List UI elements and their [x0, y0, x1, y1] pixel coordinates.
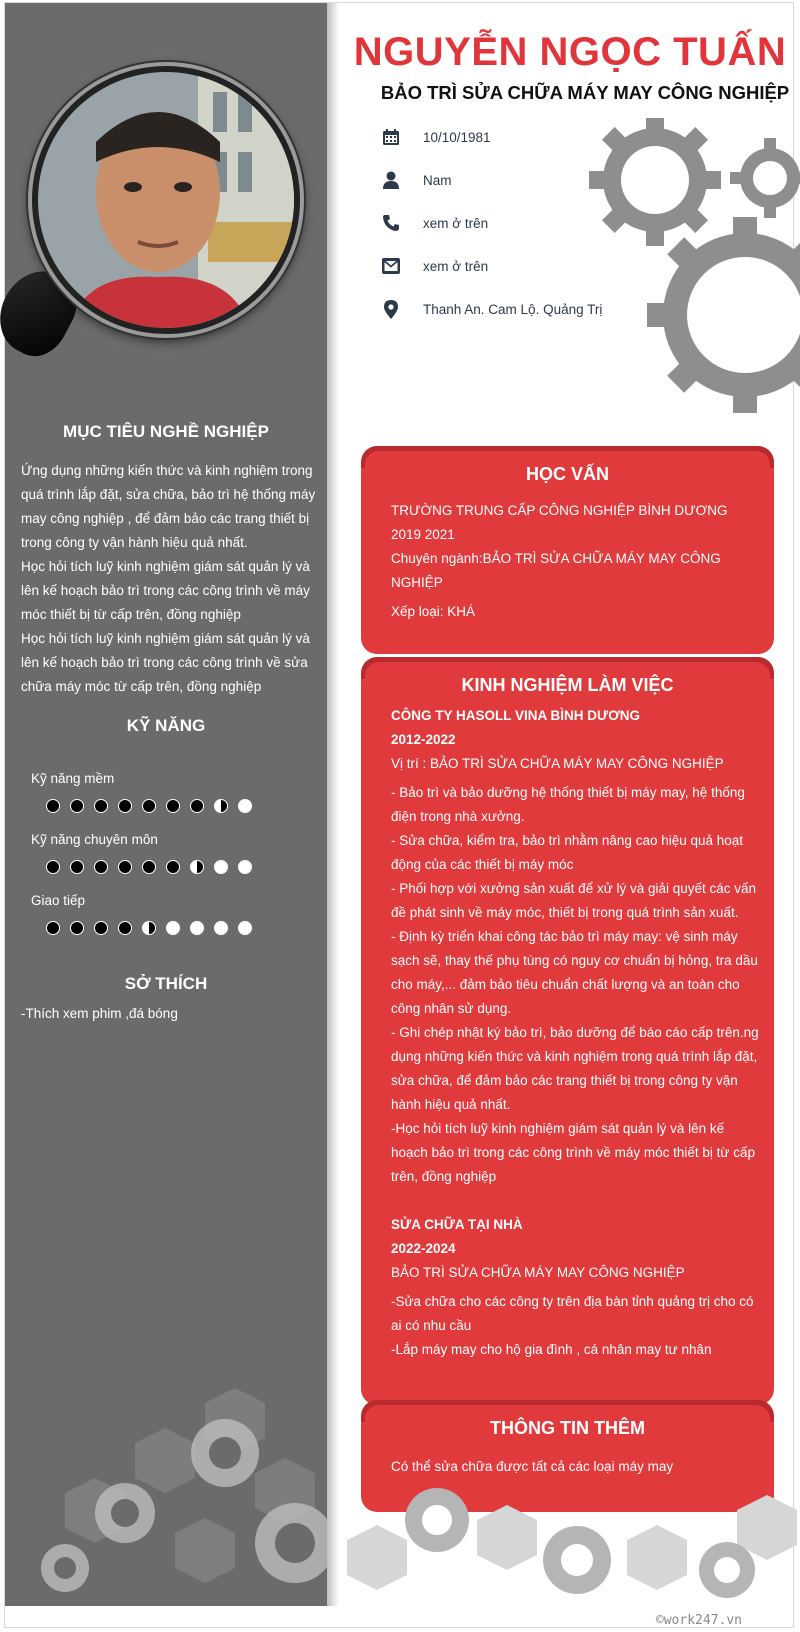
contact-phone [380, 212, 488, 234]
phone-icon [380, 212, 402, 234]
gears-decoration [585, 118, 800, 418]
contact-gender [380, 169, 452, 191]
calendar-icon [380, 126, 402, 148]
skill-label: Giao tiếp [31, 893, 86, 908]
skill-dot [118, 921, 132, 935]
education-card [361, 454, 774, 654]
experience-card [361, 665, 774, 1405]
user-icon [380, 169, 402, 191]
skill-rating [46, 799, 252, 813]
skill-dot [214, 799, 228, 813]
additional-title: THÔNG TIN THÊM [490, 1418, 645, 1438]
skill-dot [46, 860, 60, 874]
skill-dot [166, 860, 180, 874]
job-duty: - Ghi chép nhật ký bảo trì, bảo dưỡng để báo cáo cấp trên.ng dụng những kiến thức và kinh nghiệm trong quá trình lắp đặt, sửa chữa, để đảm bảo các trang thiết bị trong công ty vận hành hiệu quả nhất. [391, 1025, 759, 1112]
watermark: ©work247.vn [655, 1613, 742, 1628]
skills-title: KỸ NĂNG [126, 716, 206, 735]
objective-line: Ứng dụng những kiến thức và kinh nghiệm trong quá trình lắp đặt, sửa chữa, bảo trì hệ thống máy may công nghiệp , để đảm bảo các trang thiết bị trong công ty vận hành hiệu quả nhất. [21, 463, 316, 550]
additional-text: Có thể sửa chữa được tất cả các loại máy may [391, 1459, 674, 1474]
skill-dot [142, 799, 156, 813]
education-major: Chuyên ngành:BẢO TRÌ SỬA CHỮA MÁY MAY CÔNG NGHIỆP [391, 551, 721, 590]
skill-dot [238, 860, 252, 874]
skill-rating [46, 860, 252, 874]
map-marker-icon [380, 298, 402, 320]
education-title: HỌC VẤN [525, 464, 609, 484]
skill-dot [46, 921, 60, 935]
skill-dot [94, 860, 108, 874]
objective-text [21, 459, 321, 699]
skill-dot [238, 799, 252, 813]
skill-dot [46, 799, 60, 813]
address-value: Thanh An. Cam Lộ. Quảng Trị [423, 301, 603, 317]
candidate-name: NGUYỄN NGỌC TUẤN [353, 30, 787, 74]
contact-birthday [380, 126, 491, 148]
skill-dot [166, 799, 180, 813]
job-title: BẢO TRÌ SỬA CHỮA MÁY MAY CÔNG NGHIỆP [380, 82, 790, 103]
gears-decoration [327, 1480, 800, 1606]
education-years: 2019 2021 [391, 527, 455, 542]
job-duty: -Lắp máy may cho hộ gia đình , cá nhân may tư nhân [391, 1342, 712, 1357]
skill-dot [190, 799, 204, 813]
gears-decoration [5, 1383, 327, 1606]
skill-dot [70, 799, 84, 813]
job-duty: - Định kỳ triển khai công tác bảo trì máy may: vệ sinh máy sạch sẽ, thay thế phụ tùng có nguy cơ chuẩn bị hỏng, tra dầu cho máy,... đảm bảo tiêu chuẩn chất lượng và an toàn cho công nhân sử dụng. [391, 929, 758, 1016]
job-duty: - Bảo trì và bảo dưỡng hệ thống thiết bị máy may, hệ thống điện trong nhà xưởng. [391, 785, 745, 824]
skill-dot [142, 860, 156, 874]
skill-rating [46, 921, 252, 935]
objective-line: Học hỏi tích luỹ kinh nghiệm giám sát quản lý và lên kế hoạch bảo trì trong các công trình về máy móc thiết bị từ cấp trên, đồng nghiệp [21, 559, 310, 622]
skill-dot [94, 921, 108, 935]
skill-dot [214, 921, 228, 935]
skill-dot [190, 921, 204, 935]
skill-dot [94, 799, 108, 813]
objective-line: Học hỏi tích luỹ kinh nghiệm giám sát quản lý và lên kế hoạch bảo trì trong các công trình về sửa chữa máy móc từ cấp trên, đồng nghiệp [21, 631, 310, 694]
skill-label: Kỹ năng mềm [31, 771, 115, 786]
skill-dot [190, 860, 204, 874]
contact-email [380, 255, 488, 277]
hobbies-title: SỞ THÍCH [124, 974, 208, 993]
email-value: xem ở trên [423, 258, 489, 274]
sidebar-shadow [327, 3, 339, 1606]
skill-dot [238, 921, 252, 935]
job-company: CÔNG TY HASOLL VINA BÌNH DƯƠNG [391, 708, 640, 723]
objective-title: MỤC TIÊU NGHỀ NGHIỆP [63, 422, 269, 441]
job-period: 2012-2022 [391, 732, 456, 747]
skill-label: Kỹ năng chuyên môn [31, 832, 158, 847]
job-duty: -Sửa chữa cho các công ty trên địa bàn tỉnh quảng trị cho có ai có nhu cầu [391, 1294, 754, 1333]
job-position: Vị trí : BẢO TRÌ SỬA CHỮA MÁY MAY CÔNG NGHIỆP [391, 756, 724, 771]
skill-dot [214, 860, 228, 874]
education-school: TRƯỜNG TRUNG CẤP CÔNG NGHIỆP BÌNH DƯƠNG [391, 503, 728, 518]
job-position: BẢO TRÌ SỬA CHỮA MÁY MAY CÔNG NGHIỆP [391, 1265, 685, 1280]
skill-dot [166, 921, 180, 935]
contact-address [380, 298, 602, 320]
envelope-icon [380, 255, 402, 277]
education-rank: Xếp loại: KHÁ [391, 604, 476, 619]
job-period: 2022-2024 [391, 1241, 456, 1256]
skill-dot [70, 860, 84, 874]
job-duty: - Phối hợp với xưởng sản xuất để xử lý và giải quyết các vấn đề phát sinh về máy móc, thiết bị trong quá trình sản xuất. [391, 881, 757, 920]
job-duty: -Học hỏi tích luỹ kinh nghiệm giám sát quản lý và lên kế hoạch bảo trì trong các công trình về máy móc thiết bị từ cấp trên, đồng nghiệp [391, 1121, 755, 1184]
skill-dot [70, 921, 84, 935]
skill-dot [118, 799, 132, 813]
avatar-photo [38, 72, 294, 328]
experience-title: KINH NGHIỆM LÀM VIỆC [461, 675, 674, 695]
job-duty: - Sửa chữa, kiểm tra, bảo trì nhằm nâng cao hiệu quả hoạt động của các thiết bị máy móc [391, 833, 744, 872]
birthday-value: 10/10/1981 [423, 129, 491, 145]
avatar [28, 62, 304, 338]
skill-dot [118, 860, 132, 874]
skill-dot [142, 921, 156, 935]
hobbies-text: -Thích xem phim ,đá bóng [21, 1006, 178, 1021]
gender-value: Nam [423, 172, 452, 188]
phone-value: xem ở trên [423, 215, 489, 231]
job-company: SỬA CHỮA TẠI NHÀ [391, 1217, 523, 1232]
